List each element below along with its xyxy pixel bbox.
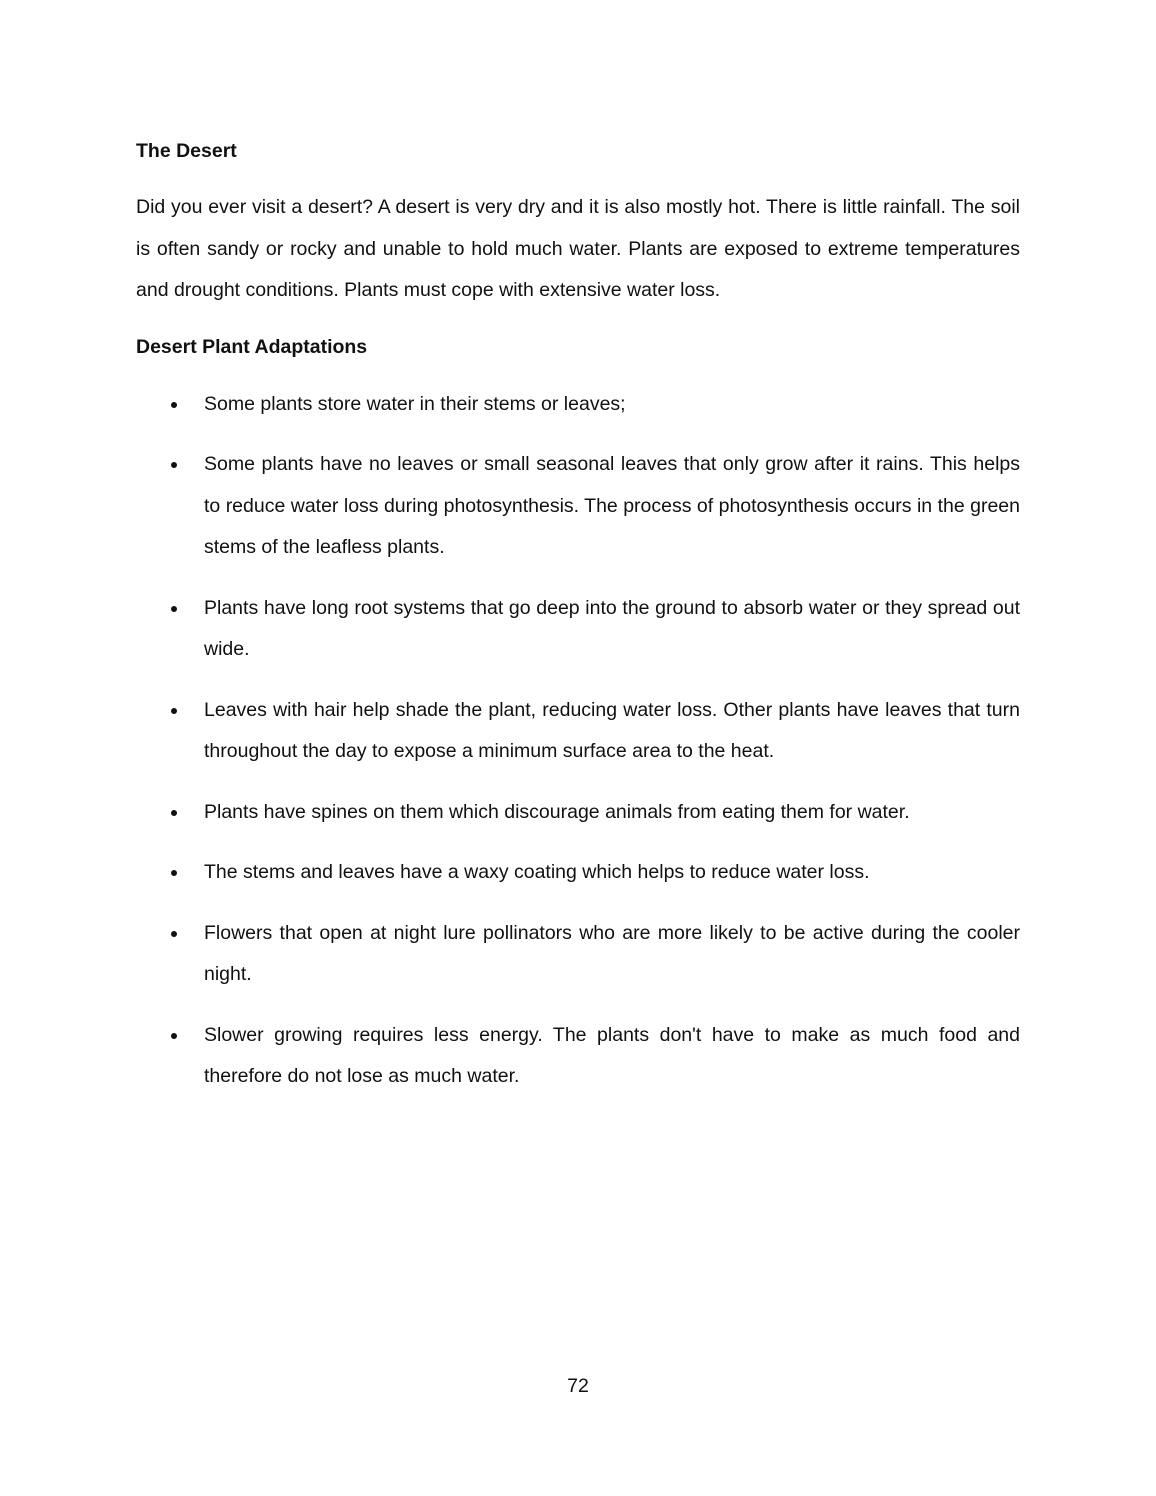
bullet-icon (171, 1033, 177, 1039)
bullet-icon (171, 462, 177, 468)
list-item-text: Plants have spines on them which discourage animals from eating them for water. (204, 800, 910, 823)
intro-paragraph: Did you ever visit a desert? A desert is very dry and it is also mostly hot. There is little rainfall. The soil is often sandy or rocky and unable to hold much water. Plants are exposed to extreme temperatures and drought conditions. Plants must cope with extensive water loss. (136, 196, 1020, 301)
bullet-icon (171, 931, 177, 937)
bullet-icon (171, 708, 177, 714)
list-item (136, 792, 1020, 834)
bullet-icon (171, 870, 177, 876)
list-item-text: Plants have long root systems that go deep into the ground to absorb water or they spread out wide. (204, 596, 1020, 660)
bullet-icon (171, 402, 177, 408)
bullet-icon (171, 606, 177, 612)
list-item-text: Leaves with hair help shade the plant, reducing water loss. Other plants have leaves that turn throughout the day to expose a minimum surface area to the heat. (204, 698, 1020, 762)
section-heading-adaptations: Desert Plant Adaptations (136, 335, 368, 358)
adaptations-list (136, 384, 1020, 1098)
list-item-text: Flowers that open at night lure pollinators who are more likely to be active during the cooler night. (204, 921, 1020, 985)
list-item-text: Some plants have no leaves or small seasonal leaves that only grow after it rains. This helps to reduce water loss during photosynthesis. The process of photosynthesis occurs in the green stems of the leafless plants. (204, 453, 1020, 558)
list-item-text: Some plants store water in their stems or leaves; (204, 392, 626, 415)
list-item-text: Slower growing requires less energy. The plants don't have to make as much food and therefore do not lose as much water. (204, 1023, 1020, 1087)
list-item (136, 1015, 1020, 1098)
list-item-text: The stems and leaves have a waxy coating which helps to reduce water loss. (204, 861, 870, 883)
list-item (136, 690, 1020, 773)
list-item (136, 913, 1020, 996)
list-item (136, 852, 1020, 894)
list-item (136, 444, 1020, 569)
list-item (136, 588, 1020, 671)
page-number: 72 (567, 1375, 589, 1397)
list-item (136, 384, 1020, 426)
document-body (136, 132, 1020, 1117)
section-heading-the-desert: The Desert (136, 140, 237, 162)
bullet-icon (171, 810, 177, 816)
